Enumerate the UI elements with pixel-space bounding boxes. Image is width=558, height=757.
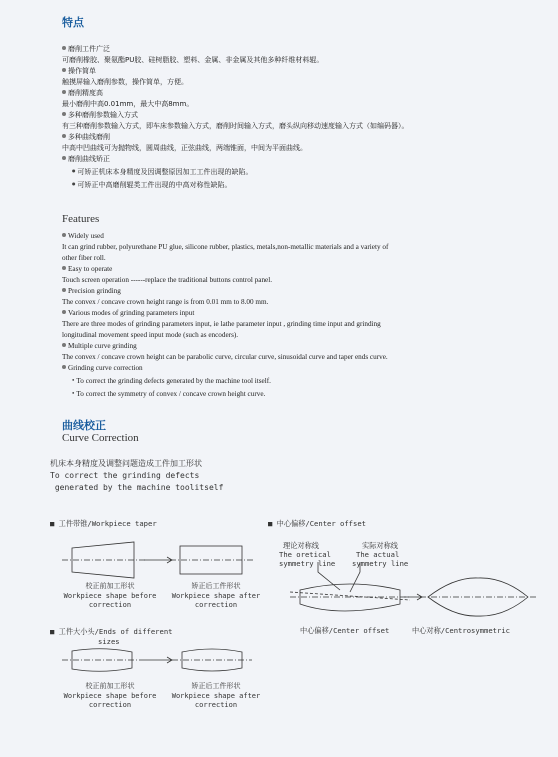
feature-heading: Multiple curve grinding — [62, 341, 522, 352]
features-cn-title: 特点 — [62, 16, 84, 29]
feature-text: other fiber roll. — [62, 254, 106, 262]
feature-text: 可磨削橡胶、聚氨酯PU胶、硅树脂胶、塑料、金属、非金属及其他多种纤维材料辊。 — [62, 56, 324, 64]
feature-text: 最小磨削中高0.01mm，最大中高8mm。 — [62, 100, 194, 108]
taper-after-caption: 矫正后工件形状 Workpiece shape after correction — [171, 582, 261, 609]
feature-heading: Easy to operate — [62, 264, 522, 275]
feature-heading: 多种曲线磨削 — [62, 132, 522, 143]
curve-title-cn: 曲线校正 — [62, 419, 106, 432]
actual-label — [352, 541, 408, 568]
arrow-ends — [144, 657, 172, 663]
feature-heading: Grinding curve correction — [62, 363, 522, 374]
taper-label: ■ 工件带锥/Workpiece taper — [50, 519, 157, 528]
centro-caption: 中心对称/Centrosymmetric — [412, 626, 510, 635]
feature-text: There are three modes of grinding parameters input, ie lathe parameter input , grinding time input and grinding — [62, 320, 381, 328]
feature-heading: 多种磨削参数输入方式 — [62, 110, 522, 121]
features-en-title: Features — [62, 213, 100, 225]
feature-text: longitudinal movement speed input mode (such as encoders). — [62, 331, 239, 339]
arrow-offset — [404, 594, 422, 600]
feature-subitem: ● 可矫正中高磨削辊类工件出现的中高对称性缺陷。 — [62, 178, 522, 191]
feature-heading: Precision grinding — [62, 286, 522, 297]
ends-label-line-2: sizes — [98, 637, 120, 646]
ends-before-caption: 校正前加工形状 Workpiece shape before correction — [63, 682, 157, 709]
actual-line-en1: The actual — [356, 550, 400, 559]
offset-caption: 中心偏移/Center offset — [300, 626, 390, 635]
actual-line-cn: 实际对称线 — [362, 541, 398, 550]
offset-label: ■ 中心偏移/Center offset — [268, 519, 366, 528]
feature-subitem: ● To correct the symmetry of convex / concave crown height curve. — [62, 387, 522, 400]
feature-text: 触摸屏输入磨削参数，操作简单，方便。 — [62, 78, 188, 86]
theoretical-line-cn: 理论对称线 — [283, 541, 319, 550]
intro-line-2: generated by the machine toolitself — [50, 483, 224, 492]
ends-label-line-1: ■ 工件大小头/Ends of different — [50, 627, 173, 636]
ends-label — [50, 627, 172, 647]
feature-heading: 磨削精度高 — [62, 88, 522, 99]
feature-text: 有三种磨削参数输入方式，即车床参数输入方式，磨削时间输入方式，磨头纵向移动速度输入方式（如编码器）。 — [62, 122, 409, 130]
feature-heading: 磨削工件广泛 — [62, 44, 522, 55]
curve-title-en: Curve Correction — [62, 432, 139, 444]
feature-heading: Widely used — [62, 231, 522, 242]
feature-heading: 操作简单 — [62, 66, 522, 77]
feature-text: Touch screen operation ------replace the traditional buttons control panel. — [62, 276, 273, 284]
intro-line-1: To correct the grinding defects — [50, 471, 200, 480]
feature-subitem: ● To correct the grinding defects generated by the machine tool itself. — [62, 374, 522, 387]
feature-text: The convex / concave crown height range is from 0.01 mm to 8.00 mm. — [62, 298, 269, 306]
feature-heading: 磨削曲线矫正 — [62, 154, 522, 165]
feature-text: The convex / concave crown height can be parabolic curve, circular curve, sinusoidal curve and taper ends curve. — [62, 353, 388, 361]
feature-heading: Various modes of grinding parameters input — [62, 308, 522, 319]
theoretical-label — [279, 541, 335, 568]
taper-before-caption: 校正前加工形状 Workpiece shape before correction — [63, 582, 157, 609]
arrow-taper — [144, 557, 172, 563]
feature-text: 中高中凹曲线可为抛物线，圆周曲线，正弦曲线，两端锥面，中间为平面曲线。 — [62, 144, 307, 152]
feature-text: It can grind rubber, polyurethane PU glue, silicone rubber, plastics, metals,non-metallic materials and a variety of — [62, 243, 389, 251]
intro-line-cn: 机床本身精度及调整问题造成工件加工形状 — [50, 459, 202, 468]
theoretical-line-en1: The oretical — [279, 550, 331, 559]
offset-shape — [300, 584, 400, 611]
theoretical-line-en2: symmetry line — [279, 559, 336, 568]
actual-line-en2: symmetry line — [352, 559, 409, 568]
ends-after-caption: 矫正后工件形状 Workpiece shape after correction — [171, 682, 261, 709]
offset-actual-line — [290, 592, 410, 600]
feature-subitem: ● 可矫正机床本身精度及因调整原因加工工件出现的缺陷。 — [62, 165, 522, 178]
